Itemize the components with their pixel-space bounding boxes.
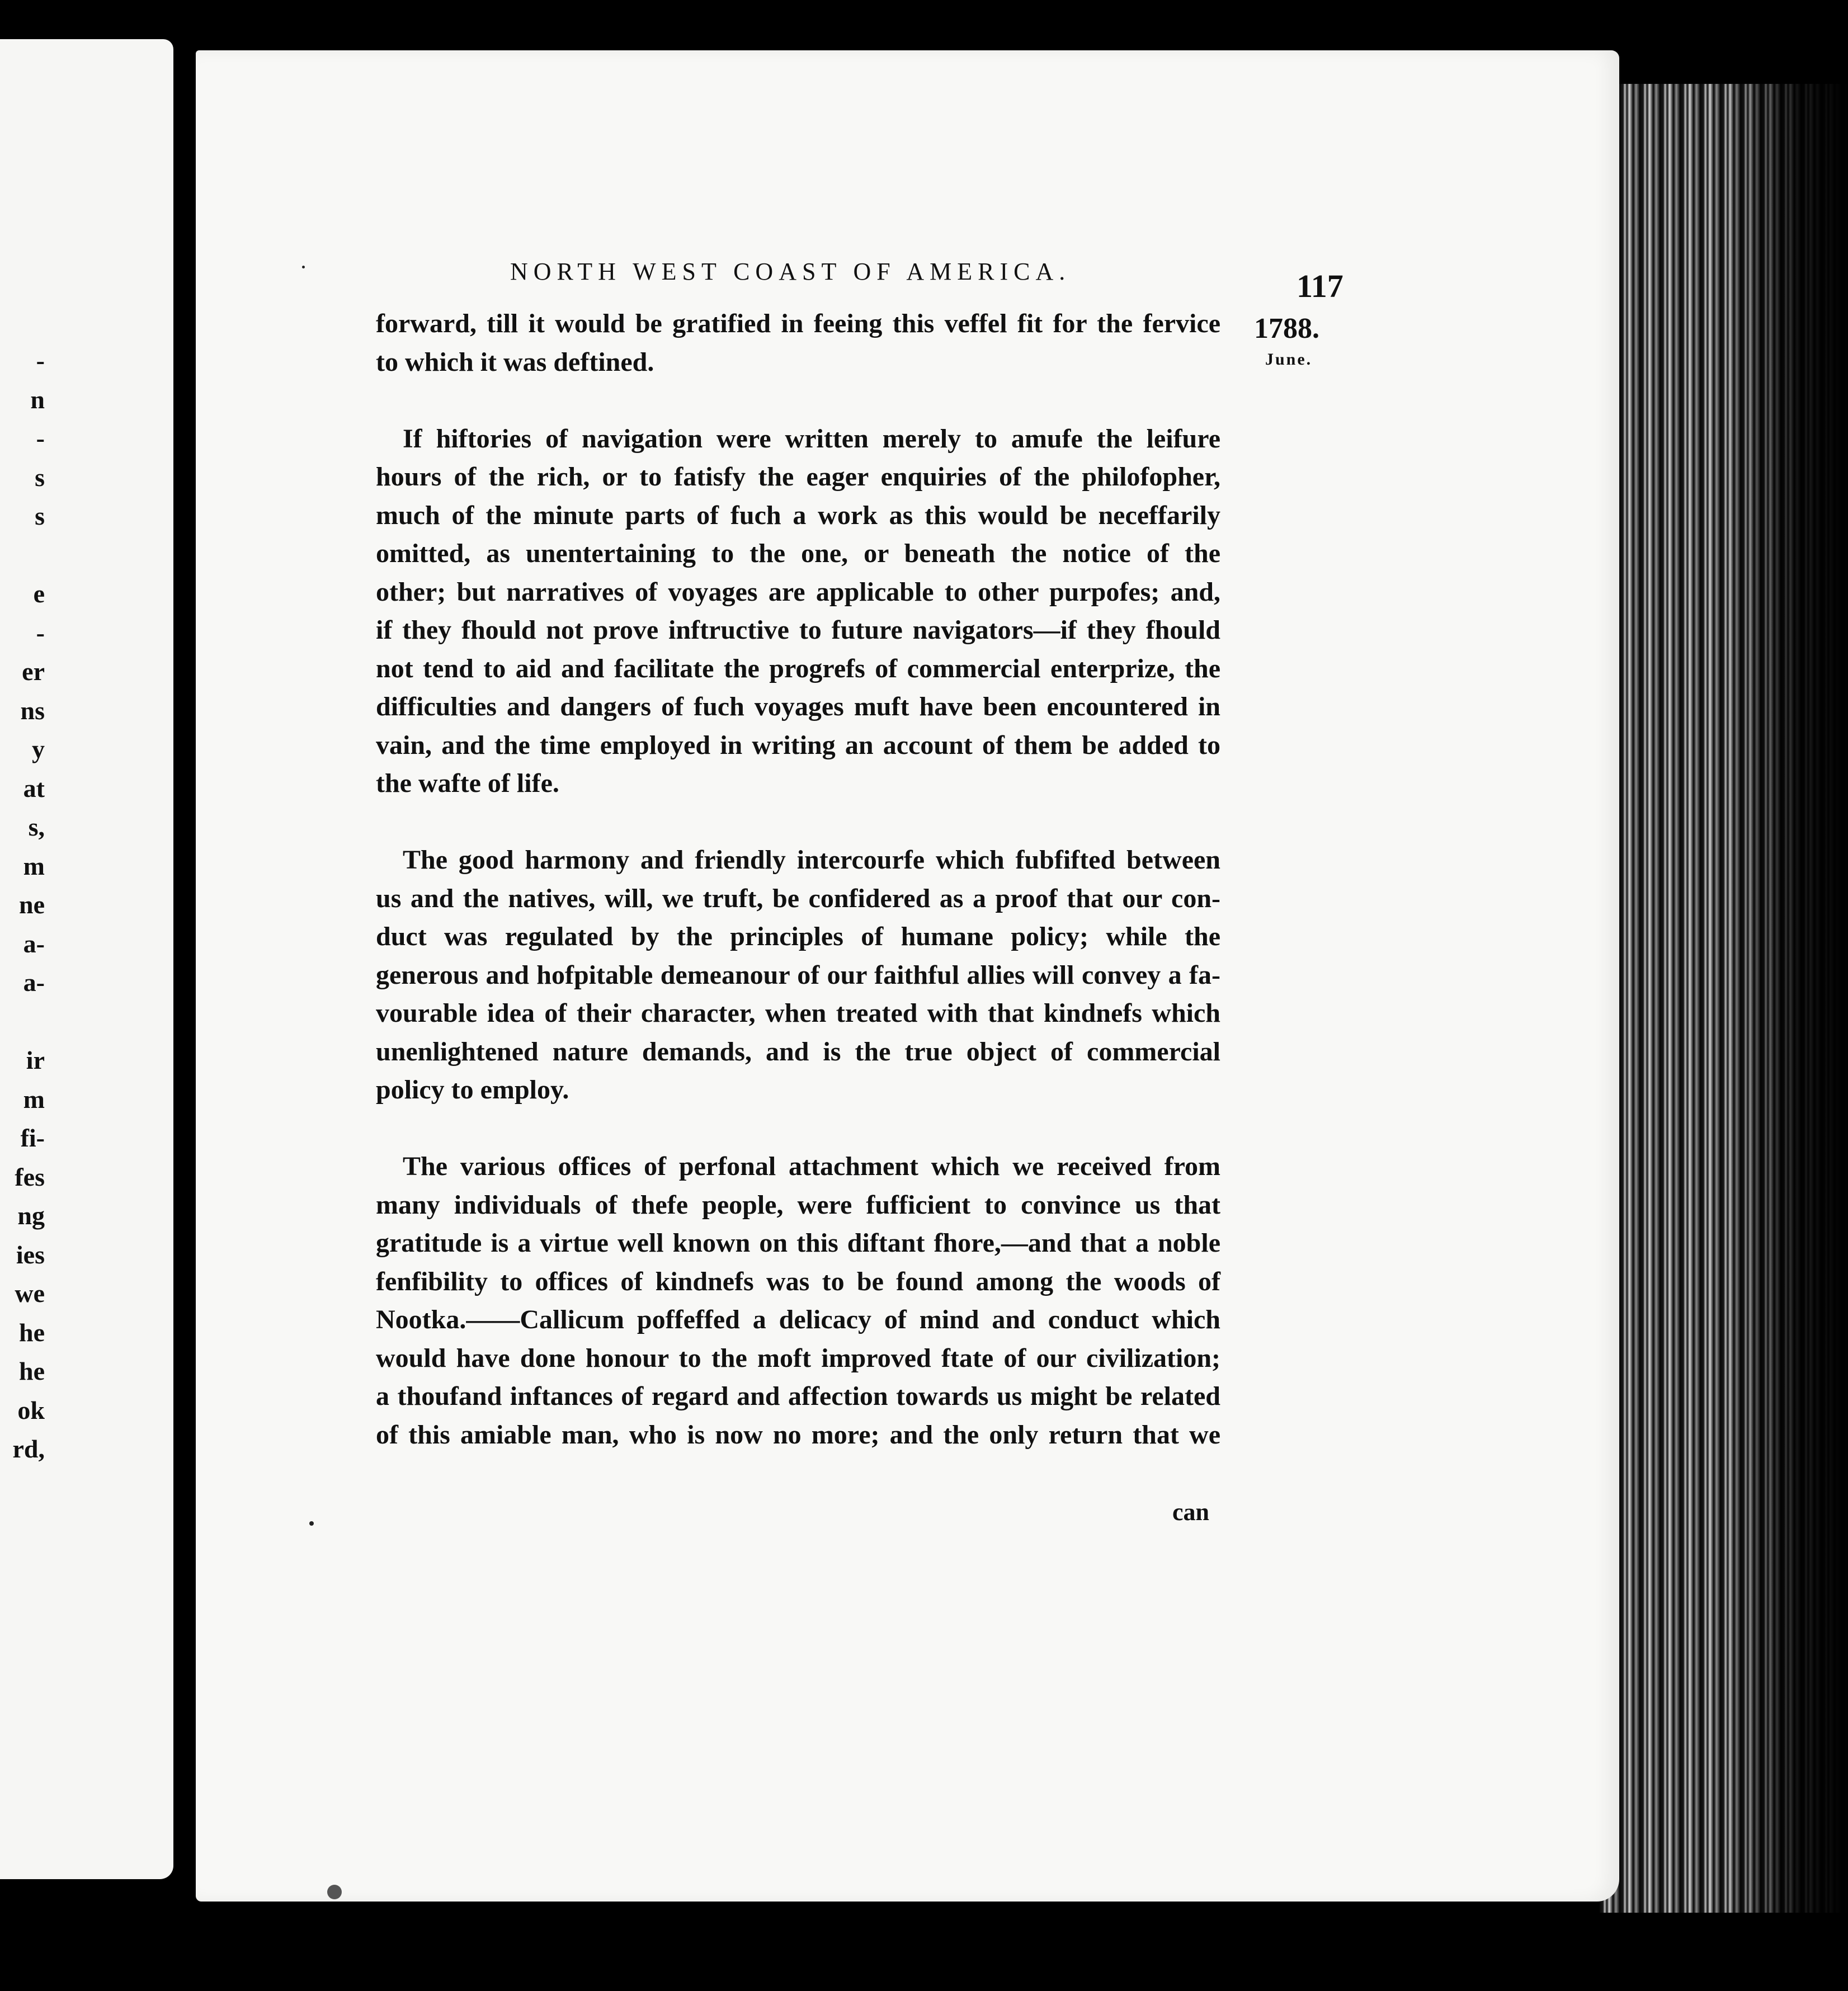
text-line: other; but narratives of voyages are applicable to other purpofes; and, [376,577,1220,607]
text-line: fenfibility to offices of kindnefs was to be found among the woods of [376,1266,1220,1296]
catchword: can [1172,1498,1209,1526]
text-line: not tend to aid and facilitate the progrefs of commercial enterprize, the [376,653,1220,683]
left-page-fragment: er [22,657,45,686]
text-line: of this amiable man, who is now no more; and the only return that we [376,1419,1220,1450]
text-line: us and the natives, will, we truft, be confidered as a proof that our con- [376,883,1220,913]
left-facing-page [0,39,173,1879]
text-line: gratitude is a virtue well known on this diftant fhore,—and that a noble [376,1228,1220,1258]
left-page-fragment: ne [19,890,45,919]
body-text [376,305,1220,1454]
text-line: would have done honour to the moft improved ftate of our civilization; [376,1343,1220,1373]
left-page-fragment: ok [17,1395,45,1424]
left-page-fragment: rd, [12,1435,45,1463]
paragraph-gap [376,1110,1220,1148]
left-page-fragment: ir [26,1046,45,1074]
left-page-fragment: ng [17,1201,45,1230]
left-page-fragment: at [23,773,45,803]
left-page-fragment: a- [23,929,45,958]
left-page-fragment [0,536,45,575]
left-page-fragment: - [36,424,45,452]
fore-edge-shadow [1723,0,1848,1991]
left-page-fragment: he [19,1318,45,1347]
left-page-fragment: e [33,579,45,608]
left-page-fragment: s [35,463,45,492]
left-page-fragment [0,1002,45,1041]
paragraph-gap [376,803,1220,842]
paragraph [376,420,1220,803]
text-line: generous and hofpitable demeanour of our faithful allies will convey a fa- [376,960,1220,990]
left-page-fragment: s, [28,813,45,841]
paragraph [376,841,1220,1110]
left-page-fragment: y [32,735,45,763]
left-page-fragment: m [23,851,45,880]
margin-note-month: June. [1265,350,1313,369]
left-page-text-fragments [0,341,45,1469]
text-line: omitted, as unentertaining to the one, or beneath the notice of the [376,539,1220,568]
text-line: difficulties and dangers of fuch voyages muft have been encountered in [376,692,1220,721]
ink-speck [302,266,305,268]
left-page-fragment: fes [15,1162,45,1191]
ink-speck [309,1521,314,1526]
text-line: a thoufand inftances of regard and affection towards us might be related [376,1381,1220,1411]
text-line: much of the minute parts of fuch a work as this would be neceffarily [376,500,1220,530]
text-line: If hiftories of navigation were written merely to amufe the leifure [403,423,1220,454]
left-page-fragment: a- [23,968,45,997]
text-line: Nootka.——Callicum poffeffed a delicacy of mind and conduct which [376,1305,1220,1334]
text-line: vourable idea of their character, when treated with that kindnefs which [376,998,1220,1028]
running-head: NORTH WEST COAST OF AMERICA. [510,258,1071,285]
left-page-fragment: - [36,346,45,375]
left-page-fragment: ies [16,1240,45,1269]
text-line: policy to employ. [376,1075,569,1105]
text-line: The various offices of perfonal attachment which we received from [403,1152,1220,1181]
text-line: vain, and the time employed in writing an account of them be added to [376,730,1220,760]
margin-note-year: 1788. [1254,313,1319,345]
text-line: The good harmony and friendly intercourfe which fubfifted between [403,845,1220,875]
paragraph [376,1148,1220,1454]
left-page-fragment: s [35,502,45,530]
paragraph [376,305,1220,381]
paragraph-gap [376,381,1220,420]
text-line: the wafte of life. [376,768,559,798]
left-page-fragment: n [30,385,45,414]
text-line: unenlightened nature demands, and is the true object of commercial [376,1036,1220,1067]
ink-speck [327,1885,342,1899]
left-page-fragment: m [23,1084,45,1114]
text-line: duct was regulated by the principles of humane policy; while the [376,922,1220,951]
text-line: if they fhould not prove inftructive to future navigators—if they fhould [376,615,1220,645]
left-page-fragment: we [15,1279,45,1308]
page-number: 117 [1297,268,1343,304]
text-line: many individuals of thefe people, were fufficient to convince us that [376,1190,1220,1220]
text-line: to which it was deftined. [376,347,654,377]
text-line: forward, till it would be gratified in feeing this veffel fit for the fervice [376,309,1220,338]
left-page-fragment: he [19,1357,45,1385]
left-page-fragment: fi- [20,1124,45,1152]
left-page-fragment: ns [20,696,45,725]
left-page-fragment: - [36,618,45,647]
text-line: hours of the rich, or to fatisfy the eager enquiries of the philofopher, [376,462,1220,492]
